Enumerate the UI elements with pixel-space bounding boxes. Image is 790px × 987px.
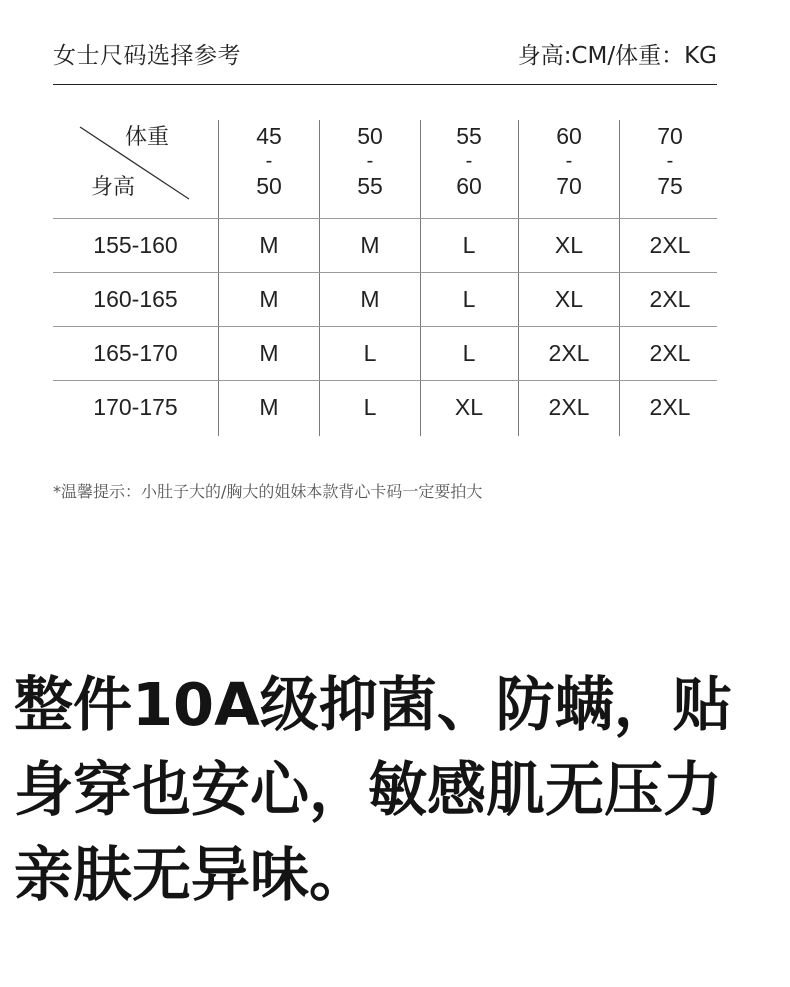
size-cell: L (462, 340, 476, 366)
size-cell: L (363, 394, 377, 420)
weight-min: 70 (657, 123, 683, 149)
size-cell: L (462, 232, 476, 258)
weight-min: 55 (456, 123, 482, 149)
weight-max: 50 (256, 173, 282, 199)
weight-min: 50 (357, 123, 383, 149)
size-table (53, 118, 717, 436)
size-cell: XL (454, 394, 484, 420)
size-cell: 2XL (649, 232, 691, 258)
size-cell: M (360, 232, 380, 258)
weight-min: 45 (256, 123, 282, 149)
feature-line: 身穿也安心，敏感肌无压力 (14, 755, 723, 824)
size-cell: 2XL (649, 340, 691, 366)
weight-max: 70 (556, 173, 582, 199)
size-cell: M (259, 340, 279, 366)
size-cell: XL (554, 232, 584, 258)
weight-max: 55 (357, 173, 383, 199)
size-cell: M (259, 232, 279, 258)
size-cell: 2XL (548, 394, 590, 420)
weight-separator: - (366, 150, 374, 172)
weight-min: 60 (556, 123, 582, 149)
height-range-label: 165-170 (93, 340, 178, 366)
size-cell: M (259, 394, 279, 420)
size-guide-header (53, 38, 717, 85)
weight-separator: - (565, 150, 573, 172)
weight-separator: - (265, 150, 273, 172)
weight-range-header (519, 120, 619, 220)
size-guide-title: 女士尺码选择参考 (53, 43, 241, 69)
size-cell: M (360, 286, 380, 312)
size-cell: M (259, 286, 279, 312)
weight-separator: - (465, 150, 473, 172)
weight-separator: - (666, 150, 674, 172)
feature-line: 整件10A级抑菌、防螨，贴 (14, 670, 732, 739)
size-cell: L (363, 340, 377, 366)
weight-range-header (620, 120, 720, 220)
height-range-label: 160-165 (93, 286, 178, 312)
size-tip-note: *温馨提示：小肚子大的/胸大的姐妹本款背心卡码一定要拍大 (53, 482, 483, 501)
corner-weight-label: 体重 (125, 125, 170, 150)
weight-range-header (320, 120, 420, 220)
size-cell: 2XL (649, 394, 691, 420)
corner-height-label: 身高 (91, 175, 136, 200)
size-cell: L (462, 286, 476, 312)
size-cell: XL (554, 286, 584, 312)
height-range-label: 170-175 (93, 394, 178, 420)
height-range-label: 155-160 (93, 232, 178, 258)
unit-label: 身高:CM/体重：KG (517, 43, 717, 69)
weight-range-header (419, 120, 519, 220)
size-cell: 2XL (649, 286, 691, 312)
weight-max: 60 (456, 173, 482, 199)
feature-line: 亲肤无异味。 (14, 840, 369, 909)
size-cell: 2XL (548, 340, 590, 366)
weight-max: 75 (657, 173, 683, 199)
weight-range-header (219, 120, 319, 220)
feature-headline (14, 662, 790, 917)
